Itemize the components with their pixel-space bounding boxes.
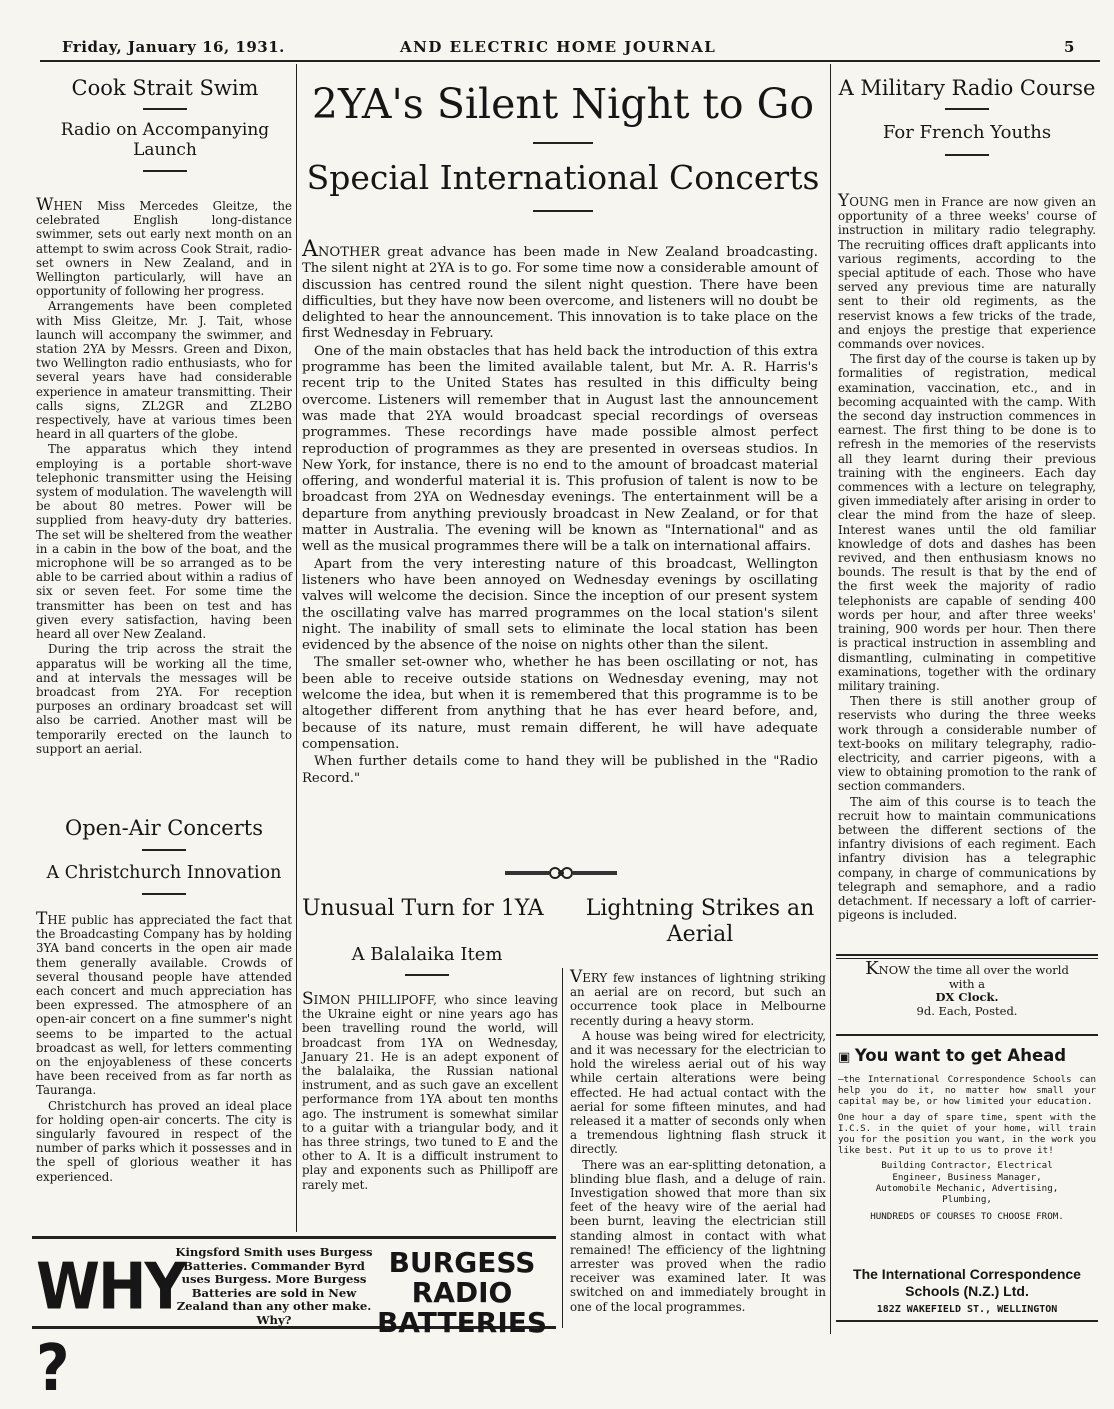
column-divider-left [296,64,297,1232]
hundreds-of-courses: HUNDREDS OF COURSES TO CHOOSE FROM. [870,1211,1064,1223]
paragraph: Then there is still another group of reservists who during the three weeks work through a considerable number of text-books on military telegraphy, radio-electricity, and carrier pigeons, with a view to obtaining promotion to the rank of section commanders. [838,694,1096,794]
ad-line: with a [948,976,986,991]
drop-cap: S [302,989,314,1009]
military-title: A Military Radio Course [838,76,1096,100]
brand-line: BURGESS [388,1246,536,1279]
course-line: Engineer, Business Manager, [892,1171,1042,1183]
title-rule [143,108,187,110]
subtitle-rule [405,974,449,976]
paragraph: —the International Correspondence Schools can help you do it, no matter how small your capital may be, or how limited your education. [838,1074,1096,1108]
ad-border-top [32,1236,556,1239]
ornament-divider [505,864,617,876]
title-rule [945,108,989,110]
course-line: Building Contractor, Electrical [881,1160,1053,1172]
header-rule [40,60,1100,62]
ics-headline [838,1046,1096,1065]
paragraph: A house was being wired for electricity, and it was necessary for the electrician to hold the wireless aerial out of his way while certain alterations were being effected. He had actual contact with the aerial for some fifteen minutes, and had released it a matter of seconds only when a tremendous lightning flash struck it directly. [570,1028,826,1157]
course-line: Automobile Mechanic, Advertising, [875,1182,1059,1194]
balalaika-body [302,989,558,1193]
subtitle-rule [142,893,186,895]
column-divider-middle [562,968,563,1328]
journal-title: AND ELECTRIC HOME JOURNAL [400,38,717,56]
paragraph: OUNG men in France are now given an opportunity of a three weeks' course of instruction in military radio telegraphy. The recruiting offices draft applicants into various regiments, according to the special aptitude of each. Those who have served any previous time are naturally sent to their old regiments, as the reservist knows a few tricks of the trade, and enjoys the prestige that experience commands over novices. [838,195,1096,352]
title-rule [142,849,186,851]
ad-rule [836,1034,1098,1036]
burgess-copy: Kingsford Smith uses Burgess Batteries. Commander Byrd uses Burgess. More Burgess Batteries are sold in New Zealand than any other make. Why? [175,1245,373,1327]
ad-line: NOW the time all over the world [878,963,1069,977]
lightning-body [570,967,826,1315]
why-headline: WHY ? [36,1249,185,1406]
paragraph: One hour a day of spare time, spent with the I.C.S. in the quiet of your home, will train you for the position you want, in the work you like best. Put it up to us to prove it! [838,1111,1096,1157]
cook-strait-body [36,195,292,757]
subtitle-rule [143,170,187,172]
paragraph: HE public has appreciated the fact that the Broadcasting Company has by holding 3YA band concerts in the open air made them generally available. Crowds of several thousand people have attended each concert and much appreciation has been expressed. The atmosphere of an open-air concert on a fine summer's night seems to be imparted to the actual broadcast as well, for letters commenting on the enjoyableness of these concerts have been received from as far north as Tauranga. [36,913,292,1098]
subtitle-rule [945,154,989,156]
ics-company: The International Correspondence Schools (N.Z.) Ltd. [853,1266,1081,1299]
page-number: 5 [1064,38,1075,56]
cook-strait-subtitle: Radio on Accompanying Launch [60,120,270,160]
ics-headline-text: You want to get Ahead [854,1046,1067,1065]
brand-line: RADIO [411,1276,513,1309]
paragraph: Christchurch has proved an ideal place for holding open-air concerts. The city is singularly favoured in respect of the number of parks which it possesses and in the spell of glorious weather it has experienced. [36,1098,292,1184]
paragraph: NOTHER great advance has been made in New Zealand broadcasting. The silent night at 2YA is to go. For some time now a considerable amount of discussion has centred round the silent night question. There have been difficulties, but they have now been overcome, and listeners will no doubt be delighted to hear the announcement. This innovation is to take place on the first Wednesday in February. [302,245,818,342]
balalaika-article [302,944,552,982]
drop-cap: W [36,195,54,215]
cook-strait-title: Cook Strait Swim [71,76,259,100]
drop-cap: A [302,237,318,262]
silent-night-subtitle: Special International Concerts [306,158,820,197]
burgess-brand [372,1248,552,1338]
price: 9d. Each, Posted. [916,1003,1018,1018]
drop-cap: T [36,909,48,929]
paragraph: Apart from the very interesting nature of this broadcast, Wellington listeners who have been annoyed on Wednesday evenings by oscillating valves will welcome the decision. Since the inception of our present system the oscillating valve has marred programmes on the local station's silent night. The inability of small sets to eliminate the local station has been evidenced by the absence of the noise on nights other than the silent. [302,556,818,654]
brand-line: BATTERIES [376,1306,548,1339]
paragraph: Arrangements have been completed with Miss Gleitze, Mr. J. Tait, whose launch will accompany the swimmer, and station 2YA by Messrs. Green and Dixon, two Wellington radio enthusiasts, who for several years have had considerable experience in amateur transmitting. Their calls signs, ZL2GR and ZL2BO respectively, have at various times been heard in all quarters of the globe. [36,299,292,442]
dx-clock-ad [838,958,1096,1018]
military-subtitle: For French Youths [882,122,1052,143]
drop-cap: K [865,958,879,979]
military-body [838,191,1096,923]
paragraph: The aim of this course is to teach the recruit how to maintain communications between the different sections of the infantry divisions of each regiment. Each infantry division has a telegraphic company, in charge of communications by telegraph and semaphore, and a radio detachment. If necessary a loft of carrier-pigeons is included. [838,794,1096,923]
paragraph: There was an ear-splitting detonation, a blinding blue flash, and a deluge of rain. Investigation showed that more than six feet of the heavy wire of the aerial had been burnt, leaving the electrician still standing almost in contact with what remained! The efficiency of the lightning arrester was proved when the radio receiver was examined later. It was switched on and immediately brought in one of the local programmes. [570,1157,826,1314]
ics-address: 182Z WAKEFIELD ST., WELLINGTON [876,1304,1058,1315]
ics-body [838,1074,1096,1222]
paragraph: The apparatus which they intend employing is a portable short-wave telephonic transmitter using the Heising system of modulation. The wavelength will be about 80 metres. Power will be supplied from heavy-duty dry batteries. The set will be sheltered from the weather in a cabin in the bow of the boat, and the microphone will be so arranged as to be able to be carried about within a radius of six or seven feet. For some time the transmitter has been on test and has given every satisfaction, having been heard all over New Zealand. [36,442,292,642]
iya-headline: Unusual Turn for 1YA [302,896,544,921]
paragraph: One of the main obstacles that has held back the introduction of this extra programme has been the limited available talent, but Mr. A. R. Harris's recent trip to the United States has resulted in this difficulty being overcome. Listeners will remember that in August last the announcement was made that 2YA would broadcast special recordings of overseas programmes. These recordings have made possible almost perfect reproduction of programmes as they are presented in overseas studios. In New York, for instance, there is no end to the amount of broadcast material offering, and wonderful material it is. This profusion of talent is now to be broadcast from 2YA on Wednesday evenings. The entertainment will be a departure from anything previously broadcast in New Zealand, or for that matter in Australia. The evening will be known as "International" and as well as the musical programmes there will be a talk on international affairs. [302,343,818,555]
balalaika-subtitle: A Balalaika Item [351,944,503,965]
subtitle-rule [533,210,593,212]
ad-rule [836,954,1098,956]
drop-cap: Y [838,191,850,211]
title-rule [533,142,593,144]
drop-cap: V [570,967,583,987]
silent-night-article [300,76,826,218]
silent-night-title: 2YA's Silent Night to Go [311,80,815,128]
issue-date: Friday, January 16, 1931. [62,38,285,56]
paragraph: HEN Miss Mercedes Gleitze, the celebrated English long-distance swimmer, sets out early next month on an attempt to swim across Cook Strait, radio-set owners in New Zealand, and in Wellington particularly, will have an opportunity of following her progress. [36,199,292,299]
military-article [836,76,1098,162]
open-air-body [36,909,292,1185]
paragraph: The smaller set-owner who, whether he has been oscillating or not, has been able to receive outside stations on Wednesday evening, may not welcome the idea, but when it is remembered that this programme is to be altogether different from anything that he has ever heard before, and, because of its nature, must remain different, he will have adequate compensation. [302,655,818,752]
open-air-title: Open-Air Concerts [65,816,263,840]
product-name: DX Clock. [935,990,999,1004]
ics-icon: ▣ [838,1050,855,1065]
paragraph: During the trip across the strait the apparatus will be working all the time, and at intervals the messages will be broadcast from 2YA. For reception purposes an ordinary broadcast set will also be carried. Another mast will be temporarily erected on the launch to support an aerial. [36,642,292,756]
paragraph: The first day of the course is taken up by formalities of registration, medical examination, vaccination, etc., and in becoming acquainted with the camp. With the second day instruction commences in earnest. The first thing to be done is to refresh in the memories of the reservists all they learnt during their previous training with the engineers. Each day commences with a lecture on telegraphy, given immediately after arising in order to clear the mind from the haze of sleep. Interest wanes until the old familiar knowledge of dots and dashes has been revived, and then enthusiasm knows no bounds. The result is that by the end of the first week the majority of radio telephonists are capable of sending 400 words per hour, and after three weeks' training, 900 words per hour. Then there is practical instruction in assembling and dismantling, culminating in competitive examinations, together with the ordinary military training. [838,352,1096,693]
lightning-title: Lightning Strikes an Aerial [585,896,815,947]
open-air-article [36,816,292,901]
course-list [838,1160,1096,1205]
silent-night-body [302,237,818,788]
paragraph: When further details come to hand they will be published in the "Radio Record." [302,754,818,786]
ad-rule [836,1320,1098,1322]
paragraph: IMON PHILLIPOFF, who since leaving the Ukraine eight or nine years ago has been travelling round the world, will broadcast from 1YA on Wednesday, January 21. He is an adept exponent of the balalaika, the Russian national instrument, and as such gave an excellent performance from 1YA about ten months ago. The instrument is somewhat similar to a guitar with a triangular body, and it has three strings, two tuned to E and the other to A. It is a difficult instrument to play and exponents such as Phillipoff are rarely met. [302,993,558,1192]
open-air-subtitle: A Christchurch Innovation [46,863,282,883]
column-divider-right [830,64,831,1334]
cook-strait-article [40,76,290,178]
paragraph: ERY few instances of lightning striking an aerial are on record, but such an occurrence took place in Melbourne recently during a heavy storm. [570,971,826,1028]
course-line: Plumbing, [942,1194,992,1206]
